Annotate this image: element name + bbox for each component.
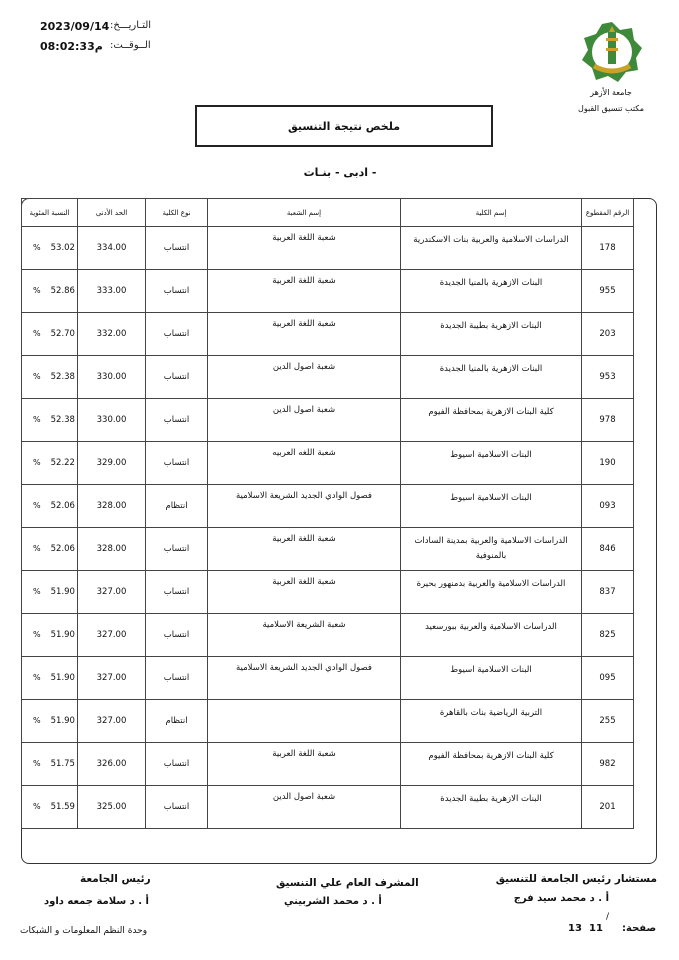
col-header-pct: النسبة المئوية bbox=[22, 199, 78, 227]
row-college: البنات الازهرية بطيبة الجديدة bbox=[401, 313, 582, 356]
row-division: شعبة اللغة العربية bbox=[208, 571, 401, 614]
table-row bbox=[22, 270, 634, 313]
row-min-score: 333.00 bbox=[78, 270, 146, 313]
row-type: انتساب bbox=[146, 227, 208, 270]
row-min-score: 327.00 bbox=[78, 657, 146, 700]
page-label: صفحة: bbox=[622, 923, 657, 934]
row-code: 846 bbox=[582, 528, 634, 571]
col-header-min: الحد الأدنى bbox=[78, 199, 146, 227]
row-type: انتساب bbox=[146, 399, 208, 442]
table-row bbox=[22, 227, 634, 270]
row-division: فصول الوادي الجديد الشريعة الاسلامية bbox=[208, 485, 401, 528]
row-code: 095 bbox=[582, 657, 634, 700]
row-college: البنات الازهرية بطيبة الجديدة bbox=[401, 786, 582, 829]
row-college: البنات الازهرية بالمنيا الجديدة bbox=[401, 270, 582, 313]
row-type: انتظام bbox=[146, 700, 208, 743]
row-min-score: 332.00 bbox=[78, 313, 146, 356]
page-slash: / bbox=[606, 912, 610, 922]
percent-sign: % bbox=[33, 629, 41, 639]
row-type: انتساب bbox=[146, 743, 208, 786]
percent-value: 51.59 bbox=[50, 801, 75, 812]
col-header-college: إسم الكلية bbox=[401, 199, 582, 227]
percent-value: 52.86 bbox=[50, 285, 75, 296]
percent-value: 51.90 bbox=[50, 715, 75, 726]
percent-value: 51.75 bbox=[50, 758, 75, 769]
row-type: انتساب bbox=[146, 528, 208, 571]
row-min-score: 330.00 bbox=[78, 399, 146, 442]
percent-value: 52.22 bbox=[50, 457, 75, 468]
table-row bbox=[22, 313, 634, 356]
sig3-title: رئيس الجامعة bbox=[80, 873, 151, 885]
row-code: 978 bbox=[582, 399, 634, 442]
row-division: شعبة اللغة العربية bbox=[208, 743, 401, 786]
percent-sign: % bbox=[33, 672, 41, 682]
row-percentage bbox=[22, 485, 78, 528]
row-code: 837 bbox=[582, 571, 634, 614]
row-code: 255 bbox=[582, 700, 634, 743]
row-percentage bbox=[22, 270, 78, 313]
percent-sign: % bbox=[33, 242, 41, 252]
page-total: 13 bbox=[568, 923, 582, 934]
percent-sign: % bbox=[33, 543, 41, 553]
row-division bbox=[208, 700, 401, 743]
row-min-score: 326.00 bbox=[78, 743, 146, 786]
row-percentage bbox=[22, 227, 78, 270]
row-code: 955 bbox=[582, 270, 634, 313]
col-header-code: الرقم المقطوع bbox=[582, 199, 634, 227]
percent-sign: % bbox=[33, 715, 41, 725]
row-min-score: 327.00 bbox=[78, 614, 146, 657]
row-min-score: 327.00 bbox=[78, 571, 146, 614]
sig1-name: أ . د محمد سيد فرج bbox=[513, 893, 609, 904]
row-percentage bbox=[22, 399, 78, 442]
row-type: انتظام bbox=[146, 485, 208, 528]
table-row bbox=[22, 614, 634, 657]
table-row bbox=[22, 657, 634, 700]
time-label: الــوقــت: bbox=[110, 40, 151, 51]
row-type: انتساب bbox=[146, 442, 208, 485]
row-min-score: 334.00 bbox=[78, 227, 146, 270]
percent-value: 52.70 bbox=[50, 328, 75, 339]
table-row bbox=[22, 356, 634, 399]
row-percentage bbox=[22, 313, 78, 356]
row-percentage bbox=[22, 571, 78, 614]
row-division: شعبة اللغه العربيه bbox=[208, 442, 401, 485]
row-percentage bbox=[22, 614, 78, 657]
sig3-name: أ . د سلامة جمعه داود bbox=[44, 896, 149, 907]
row-min-score: 328.00 bbox=[78, 485, 146, 528]
percent-sign: % bbox=[33, 457, 41, 467]
row-code: 203 bbox=[582, 313, 634, 356]
row-division: شعبة اللغة العربية bbox=[208, 313, 401, 356]
row-min-score: 330.00 bbox=[78, 356, 146, 399]
row-code: 982 bbox=[582, 743, 634, 786]
al-azhar-logo bbox=[580, 20, 644, 84]
percent-sign: % bbox=[33, 414, 41, 424]
row-code: 178 bbox=[582, 227, 634, 270]
sig2-title: المشرف العام علي التنسيق bbox=[276, 877, 419, 889]
row-percentage bbox=[22, 786, 78, 829]
row-percentage bbox=[22, 700, 78, 743]
row-percentage bbox=[22, 657, 78, 700]
percent-value: 51.90 bbox=[50, 629, 75, 640]
page-current: 11 bbox=[589, 923, 603, 934]
date-label: التـاريـــخ: bbox=[110, 20, 152, 31]
row-code: 825 bbox=[582, 614, 634, 657]
row-min-score: 327.00 bbox=[78, 700, 146, 743]
table-row bbox=[22, 528, 634, 571]
row-min-score: 325.00 bbox=[78, 786, 146, 829]
row-min-score: 328.00 bbox=[78, 528, 146, 571]
percent-sign: % bbox=[33, 758, 41, 768]
col-header-division: إسم الشعبة bbox=[208, 199, 401, 227]
percent-value: 53.02 bbox=[50, 242, 75, 253]
time-value: 08:02:33م bbox=[40, 40, 103, 53]
sig1-title: مستشار رئيس الجامعة للتنسيق bbox=[495, 873, 657, 885]
date-value: 2023/09/14 bbox=[40, 20, 110, 33]
table-row bbox=[22, 485, 634, 528]
row-code: 093 bbox=[582, 485, 634, 528]
row-college: البنات الاسلامية اسيوط bbox=[401, 657, 582, 700]
table-row bbox=[22, 700, 634, 743]
percent-value: 51.90 bbox=[50, 586, 75, 597]
row-division: شعبة الشريعة الاسلامية bbox=[208, 614, 401, 657]
row-college: البنات الاسلامية اسيوط bbox=[401, 485, 582, 528]
percent-sign: % bbox=[33, 586, 41, 596]
row-division: شعبة اصول الدين bbox=[208, 786, 401, 829]
row-college: الدراسات الاسلامية والعربية بنات الاسكندرية bbox=[401, 227, 582, 270]
row-division: شعبة اصول الدين bbox=[208, 399, 401, 442]
percent-value: 52.06 bbox=[50, 500, 75, 511]
percent-sign: % bbox=[33, 371, 41, 381]
row-type: انتساب bbox=[146, 313, 208, 356]
percent-value: 51.90 bbox=[50, 672, 75, 683]
row-code: 190 bbox=[582, 442, 634, 485]
table-row bbox=[22, 743, 634, 786]
page-subtitle: - ادبى - بنـات bbox=[303, 166, 377, 179]
university-name: جامعة الأزهر bbox=[590, 88, 632, 97]
row-type: انتساب bbox=[146, 614, 208, 657]
row-college: البنات الازهرية بالمنيا الجديدة bbox=[401, 356, 582, 399]
row-type: انتساب bbox=[146, 786, 208, 829]
row-college: البنات الاسلامية اسيوط bbox=[401, 442, 582, 485]
row-division: شعبة اصول الدين bbox=[208, 356, 401, 399]
percent-value: 52.06 bbox=[50, 543, 75, 554]
table-row bbox=[22, 786, 634, 829]
row-division: فصول الوادي الجديد الشريعة الاسلامية bbox=[208, 657, 401, 700]
row-type: انتساب bbox=[146, 571, 208, 614]
sig2-name: أ . د محمد الشربيني bbox=[284, 896, 382, 907]
table-header-row bbox=[22, 199, 634, 227]
row-type: انتساب bbox=[146, 657, 208, 700]
results-table bbox=[21, 198, 634, 829]
table-row bbox=[22, 571, 634, 614]
row-code: 201 bbox=[582, 786, 634, 829]
row-college: الدراسات الاسلامية والعربية بمدينة السادات بالمنوفية bbox=[401, 528, 582, 571]
col-header-type: نوع الكلية bbox=[146, 199, 208, 227]
office-name: مكتب تنسيق القبول bbox=[578, 104, 644, 113]
row-college: التربية الرياضية بنات بالقاهرة bbox=[401, 700, 582, 743]
percent-sign: % bbox=[33, 500, 41, 510]
percent-sign: % bbox=[33, 801, 41, 811]
page-title: ملخص نتيجة التنسيق bbox=[195, 105, 493, 147]
percent-value: 52.38 bbox=[50, 371, 75, 382]
row-division: شعبة اللغة العربية bbox=[208, 528, 401, 571]
row-min-score: 329.00 bbox=[78, 442, 146, 485]
percent-sign: % bbox=[33, 285, 41, 295]
row-division: شعبة اللغة العربية bbox=[208, 227, 401, 270]
row-division: شعبة اللغة العربية bbox=[208, 270, 401, 313]
percent-sign: % bbox=[33, 328, 41, 338]
row-percentage bbox=[22, 356, 78, 399]
row-college: الدراسات الاسلامية والعربية ببورسعيد bbox=[401, 614, 582, 657]
row-percentage bbox=[22, 743, 78, 786]
row-percentage bbox=[22, 528, 78, 571]
table-row bbox=[22, 399, 634, 442]
row-college: كلية البنات الازهرية بمحافظة الفيوم bbox=[401, 399, 582, 442]
unit-name: وحدة النظم المعلومات و الشبكات bbox=[20, 926, 148, 936]
row-college: الدراسات الاسلامية والعربية بدمنهور بحيرة bbox=[401, 571, 582, 614]
percent-value: 52.38 bbox=[50, 414, 75, 425]
row-code: 953 bbox=[582, 356, 634, 399]
row-college: كلية البنات الازهرية بمحافظة الفيوم bbox=[401, 743, 582, 786]
row-type: انتساب bbox=[146, 270, 208, 313]
row-percentage bbox=[22, 442, 78, 485]
table-row bbox=[22, 442, 634, 485]
row-type: انتساب bbox=[146, 356, 208, 399]
